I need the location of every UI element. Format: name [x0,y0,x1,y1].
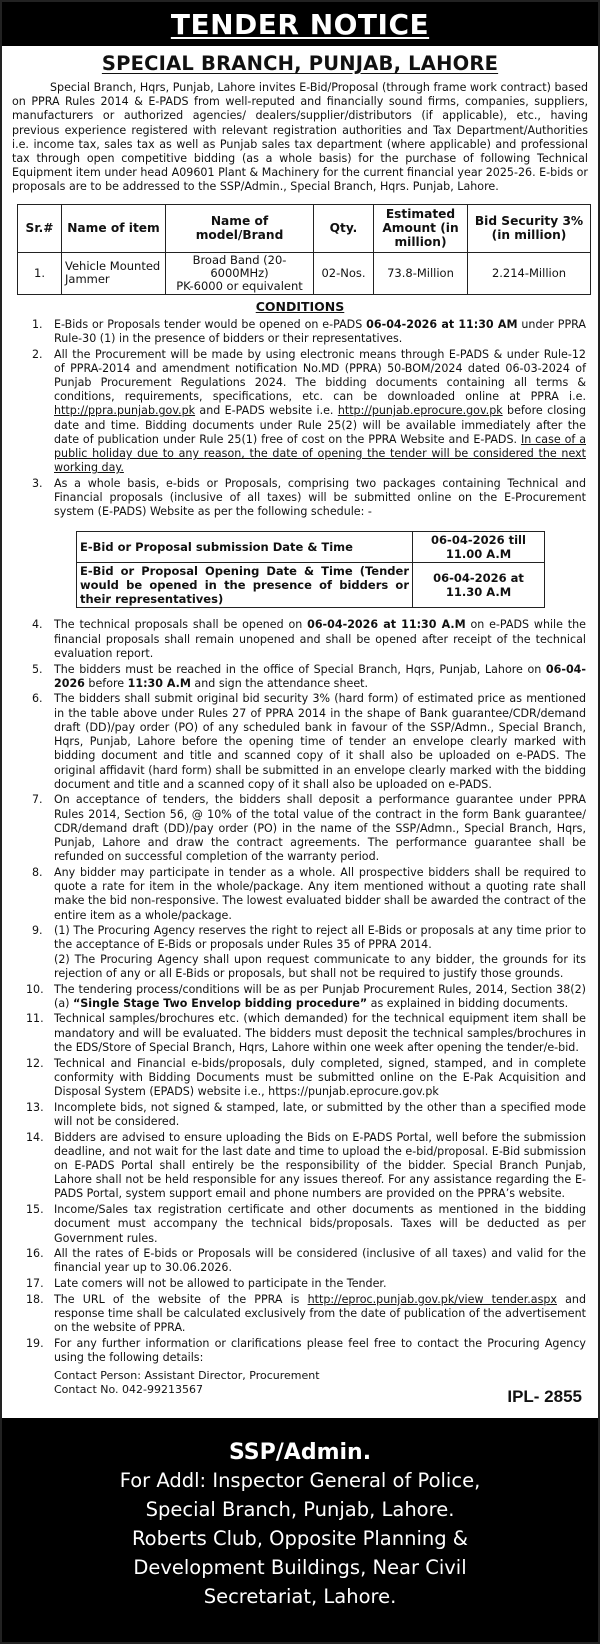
condition-11: 11. Technical samples/brochures etc. (which demanded) for the technical equipment item shall be mandatory and will be evaluated. The bidders must deposit the technical samples/brochures in the EDS/Store of Special Branch, Hqrs, Lahore within one week after opening the tender/e-bid. [26,1012,586,1054]
address-line: Development Buildings, Near Civil [133,1556,467,1579]
ppra-link[interactable]: http://ppra.punjab.gov.pk [54,404,196,418]
schedule-table [76,531,545,608]
conditions-heading: CONDITIONS [255,298,345,314]
model-line-1: Broad Band (20-6000MHz) [192,252,287,280]
cell-sr: 1. [18,252,62,294]
schedule-label: E-Bid or Proposal submission Date & Time [77,532,413,563]
condition-2: 2. All the Procurement will be made by using electronic means through E-PADS & under Rule-12 of PPRA-2014 and amendment notification No.MD (PPRA) 50-BOM/2024 dated 06-03-2024 of Punjab Procurement Regulations 2024. The bidding documents containing all terms & conditions, requirements, specifications, etc. can be downloaded online at PPRA i.e. http://ppra.punjab.gov.pk and E-PADS website i.e. http://punjab.eprocure.gov.pk before closing date and time. Bidding documents under Rule 25(2) will be available immediately after the date of publication under Rule 25(1) free of cost on the PPRA Website and E-PADS. In case of a public holiday due to any reason, the date of opening the tender will be considered the next working day. [32,347,586,475]
eproc-link[interactable]: http://eproc.punjab.gov.pk/view tender.aspx [307,1292,557,1306]
conditions-list [2,318,598,1366]
epads-link[interactable]: http://punjab.eprocure.gov.pk [337,404,503,418]
col-header-qty: Qty. [314,204,374,252]
signatory-title: SSP/Admin. [228,1440,372,1465]
intro-paragraph: Special Branch, Hqrs, Punjab, Lahore invites E-Bid/Proposal (through frame work contract) based on PPRA Rules 2014 & E-PADS from well-reputed and financially sound firms, companies, suppliers, manufacturers or authorized agencies/ dealers/supplier/distributors (if applicable), etc., having previous experience registered with relevant registration authorities and Tax Department/Authorities i.e. income tax, sales tax as well as Punjab sales tax department (where applicable) and professional tax through open competitive bidding (as a whole basis) for the purchase of following Technical Equipment item under head A09601 Plant & Machinery for the current financial year 2025-26. E-bids or proposals are to be addressed to the SSP/Admin., Special Branch, Hqrs. Punjab, Lahore. [12,81,588,194]
organization-heading: SPECIAL BRANCH, PUNJAB, LAHORE [101,52,499,75]
items-table-header [18,204,591,252]
condition-4: 4. The technical proposals shall be opened on 06-04-2026 at 11:30 A.M on e-PADS while the financial proposals shall remain unopened and shall be opened after receipt of the technical evaluation report. [32,618,586,660]
table-row [18,252,591,294]
col-header-amount: Estimated Amount (in million) [374,204,468,252]
condition-12: 12. Technical and Financial e-bids/proposals, duly completed, signed, stamped, and in complete conformity with Bidding Documents must be submitted online on the E-Pak Acquisition and Disposal System (EPADS) website i.e., https://punjab.eprocure.gov.pk [26,1056,586,1098]
ipl-code: IPL- 2855 [507,1387,582,1406]
page-title: TENDER NOTICE [170,7,430,41]
opening-datetime: 06-04-2026 at 11:30 AM [366,317,518,331]
condition-8: 8. Any bidder may participate in tender as a whole. All prospective bidders shall be required to quote a rate for item in the whole/package. Any item mentioned without a quoting rate shall make the bid non-responsive. The lowest evaluated bidder shall be awarded the contract of the entire item as a whole/package. [32,865,586,922]
condition-18: 18. The URL of the website of the PPRA is http://eproc.punjab.gov.pk/view tender.aspx and response time shall be calculated exclusively from the date of publication of the advertisement on the website of PPRA. [26,1292,586,1335]
condition-13: 13. Incomplete bids, not signed & stamped, late, or submitted by the other than a specified mode will not be considered. [26,1100,586,1128]
schedule-row [77,563,545,608]
condition-14: 14. Bidders are advised to ensure uploading the Bids on E-PADS Portal, well before the submission deadline, and not wait for the last date and time to upload the e-bid/proposal. E-Bid submission on E-PADS Portal shall entirely be the responsibility of the bidder. Special Branch Punjab, Lahore shall not be held responsible for any issues thereof. For any assistance regarding the E-PADS Portal, system support email and phone numbers are provided on the PPRA’s website. [26,1130,586,1201]
holiday-note: In case of a public holiday due to any reason, the date of opening the tender will be considered the next working day. [54,432,586,475]
col-header-sr: Sr.# [18,204,62,252]
schedule-value: 06-04-2026 at 11.30 A.M [413,563,545,608]
condition-7: 7. On acceptance of tenders, the bidders shall deposit a performance guarantee under PPRA Rules 2014, Section 56, @ 10% of the total value of the contract in the form Bank guarantee/ CDR/demand draft (DD)/pay order (PO) in the name of the SSP/Admn., Special Branch, Hqrs, Punjab, Lahore and draw the contract agreements. The performance guarantee shall be refunded on successful completion of the warranty period. [32,793,586,864]
condition-10: 10. The tendering process/conditions will be as per Punjab Procurement Rules, 2014, Section 38(2)(a) “Single Stage Two Envelop bidding procedure” as explained in bidding documents. [26,982,586,1010]
condition-5: 5. The bidders must be reached in the office of Special Branch, Hqrs, Punjab, Lahore on 06-04-2026 before 11:30 A.M and sign the attendance sheet. [32,662,586,690]
cell-item: Vehicle Mounted Jammer [62,252,166,294]
cell-security: 2.214-Million [468,252,591,294]
condition-16: 16. All the rates of E-bids or Proposals will be considered (inclusive of all taxes) and valid for the financial year up to 30.06.2026. [26,1247,586,1275]
items-table [17,204,591,295]
cell-qty: 02-Nos. [314,252,374,294]
col-header-model: Name of model/Brand [166,204,314,252]
footer-signature-block [2,1418,598,1642]
schedule-row [77,532,545,563]
cell-amount: 73.8-Million [374,252,468,294]
address-line: Secretariat, Lahore. [203,1585,397,1608]
contact-person: Contact Person: Assistant Director, Procurement [54,1369,320,1383]
address-line: Special Branch, Punjab, Lahore. [145,1498,455,1521]
cell-model [166,252,314,294]
condition-9: 9. (1) The Procuring Agency reserves the right to reject all E-Bids or proposals at any time prior to the acceptance of E-Bids or proposals under Rules 35 of PPRA 2014. (2) The Procuring Agency shall upon request communicate to any bidder, the grounds for its rejection of any or all E-Bids or proposals, but shall not be required to justify those grounds. [32,924,586,980]
condition-19: 19. For any further information or clarifications please feel free to contact the Procuring Agency using the following details: [26,1336,586,1365]
condition-3: 3. As a whole basis, e-bids or Proposals, comprising two packages containing Technical and Financial proposals (inclusive of all taxes) will be submitted online on the E-Procurement system (E-PADS) Website as per the following schedule: - E-Bid or Proposal submission Date & Time 06-04-2026 till 11.00 A.M E-Bid or Proposal Opening Date & Time (Tender would be opened in the presence of bidders or their representatives) 06-04-2026 at 11.30 A.M [32,476,586,607]
title-banner [2,2,598,46]
condition-15: 15. Income/Sales tax registration certificate and other documents as mentioned in the bidding document must accompany the technical bids/proposals. Taxes will be deducted as per Government rules. [26,1203,586,1245]
contact-number: Contact No. 042-99213567 [54,1382,204,1396]
model-line-2: PK-6000 or equivalent [176,278,303,293]
col-header-security: Bid Security 3% (in million) [468,204,591,252]
condition-6: 6. The bidders shall submit original bid security 3% (hard form) of estimated price as mentioned in the table above under Rules 27 of PPRA 2014 in the shape of Bank guarantee/CDR/demand draft (DD)/pay order (PO) of any scheduled bank in favour of the SSP/Admn., Special Branch, Hqrs, Punjab, Lahore before the opening time of tender an envelope clearly marked with bidding document and title and scanned copy of it shall also be uploaded on e-PADS. The original affidavit (hard form) shall be submitted in an envelope clearly marked with the bidding document and title and a scanned copy of it shall also be uploaded on e-PADS. [32,692,586,791]
address-line: Roberts Club, Opposite Planning & [131,1527,469,1550]
col-header-item: Name of item [62,204,166,252]
schedule-value: 06-04-2026 till 11.00 A.M [413,532,545,563]
schedule-label: E-Bid or Proposal Opening Date & Time (Tender would be opened in the presence of bidders or their representatives) [77,563,413,608]
condition-1: 1. E-Bids or Proposals tender would be opened on e-PADS 06-04-2026 at 11:30 AM under PPRA Rule-30 (1) in the presence of bidders or their representatives. [32,317,586,345]
address-line: For Addl: Inspector General of Police, [119,1469,481,1492]
condition-17: 17. Late comers will not be allowed to participate in the Tender. [26,1277,387,1291]
